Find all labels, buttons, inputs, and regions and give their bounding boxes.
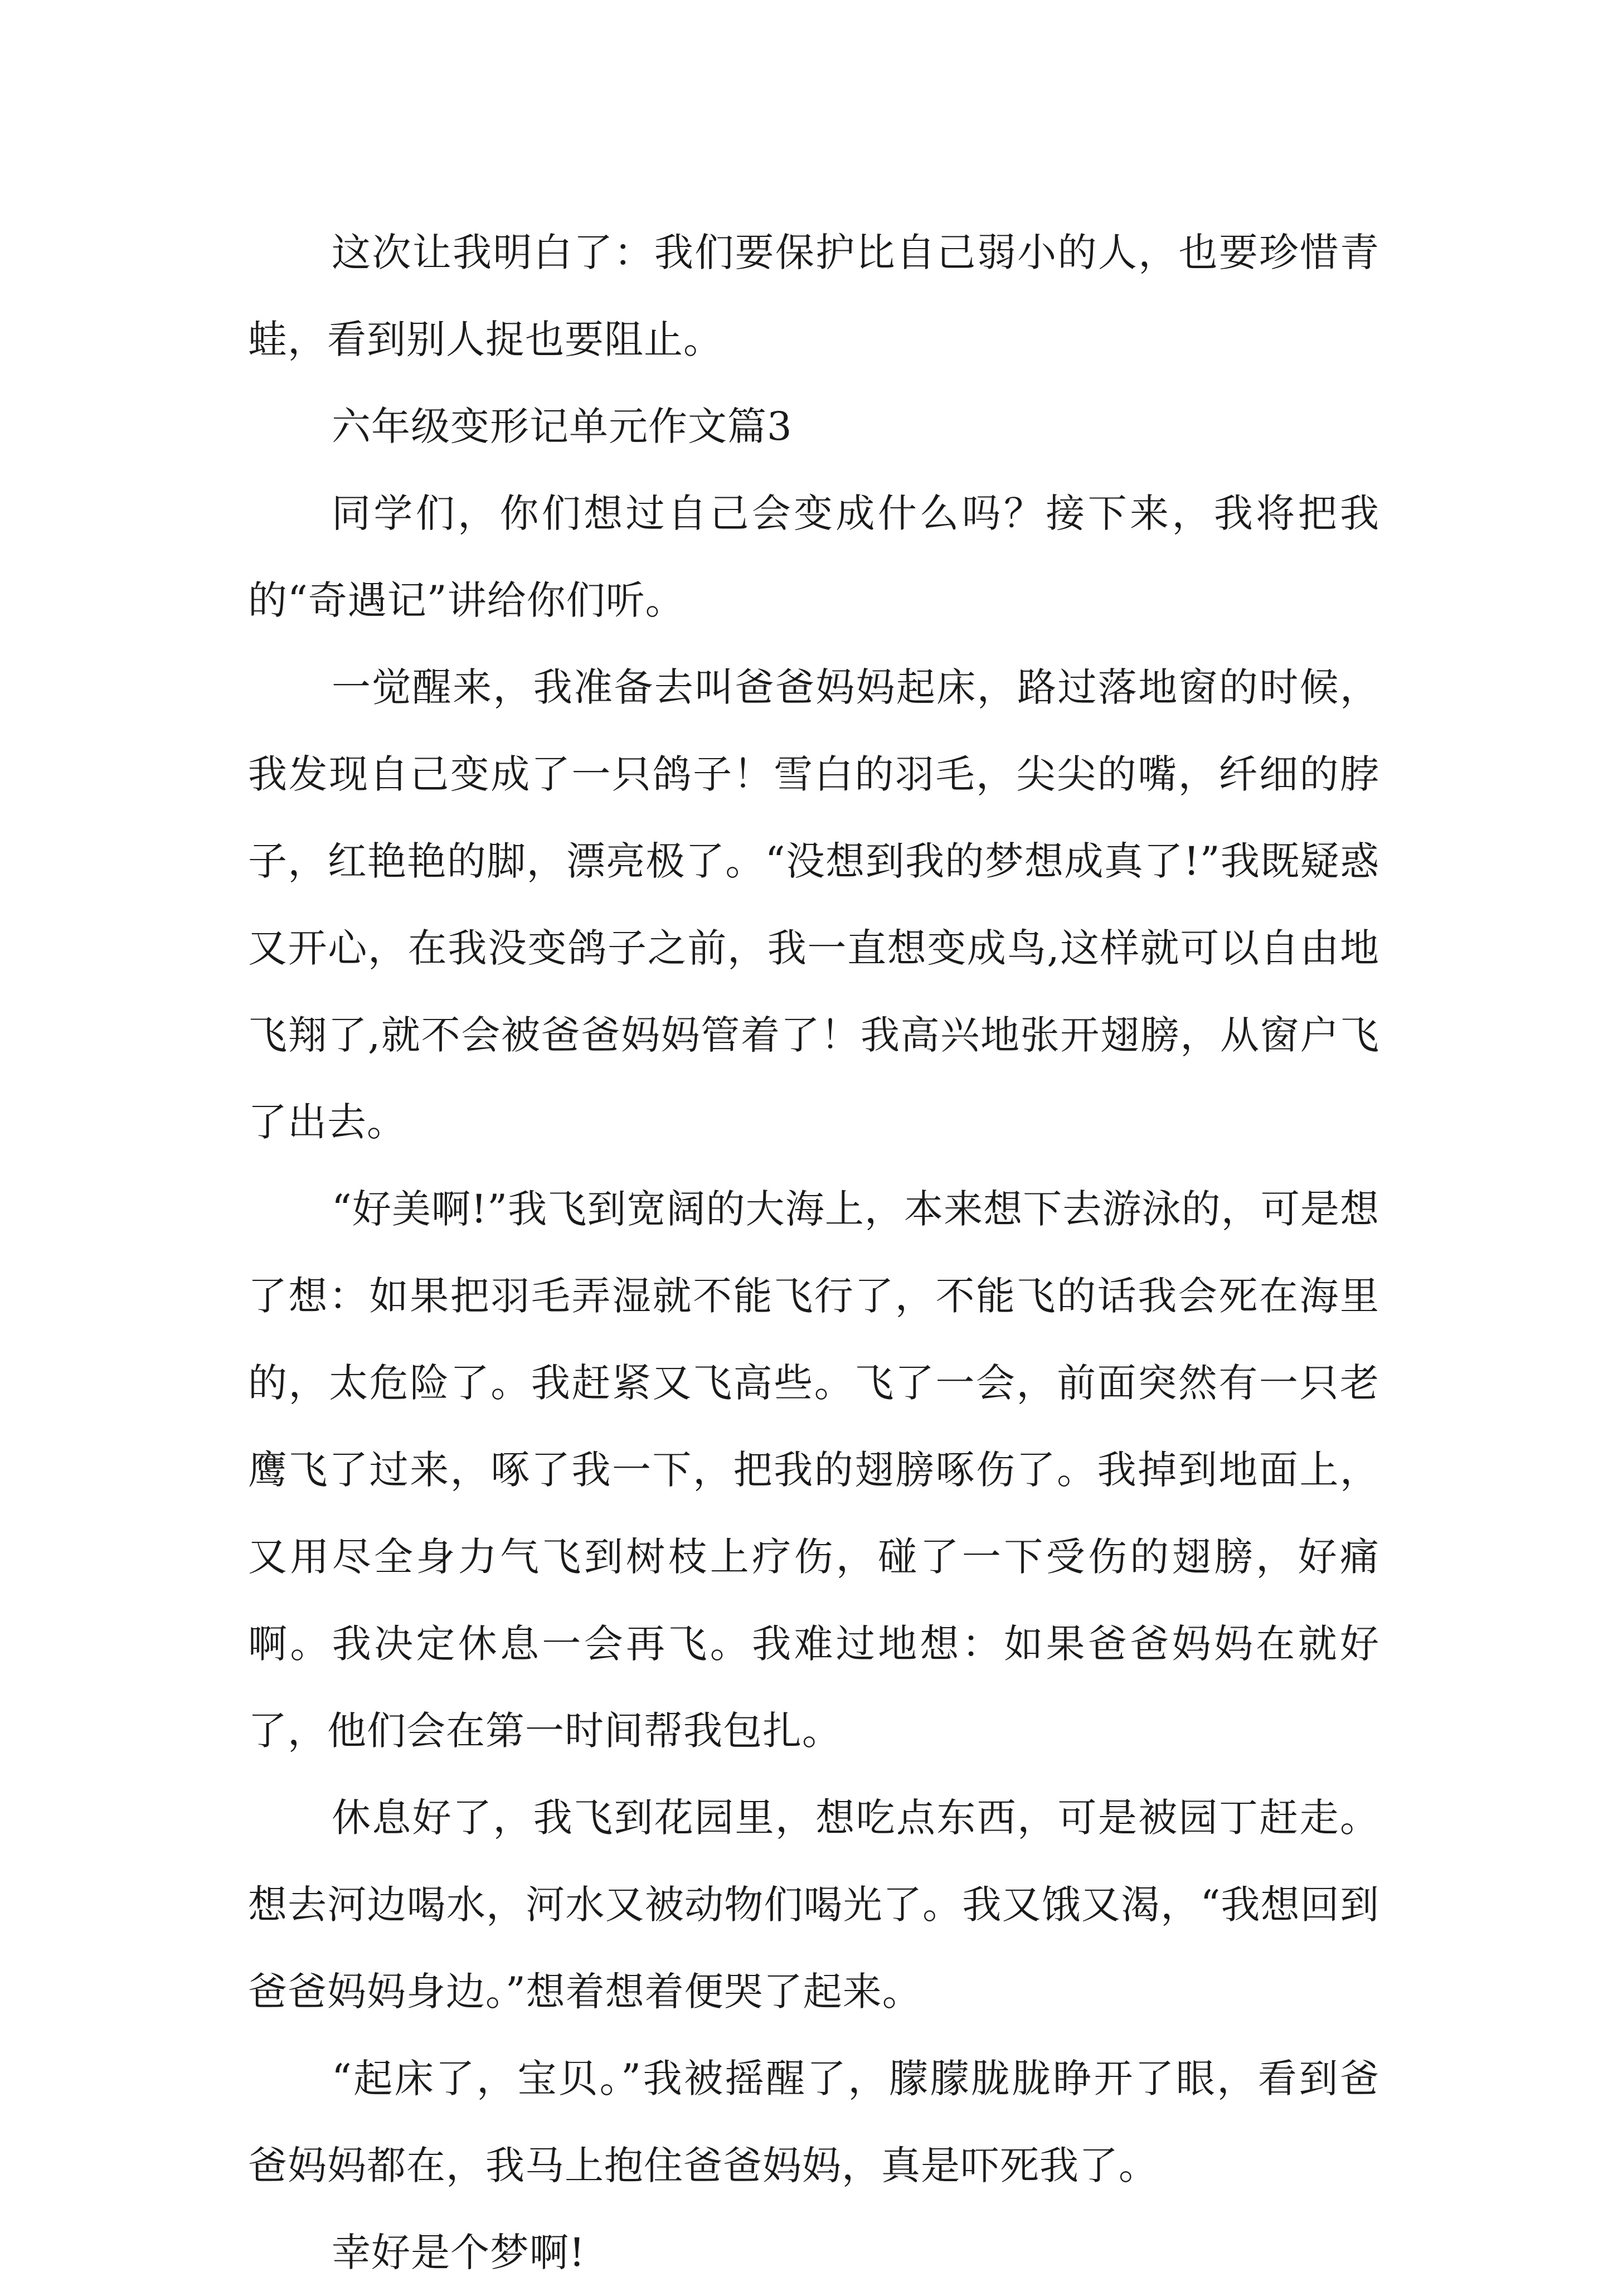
paragraph-transformation: 一觉醒来，我准备去叫爸爸妈妈起床，路过落地窗的时候，我发现自己变成了一只鸽子！雪白的羽毛，尖尖的嘴，纤细的脖子，红艳艳的脚，漂亮极了。“没想到我的梦想成真了!”我既疑惑又开心，在我没变鸽子之前，我一直想变成鸟,这样就可以自由地飞翔了,就不会被爸爸妈妈管着了！我高兴地张开翅膀，从窗户飞了出去。 (248, 664, 1379, 1145)
paragraph-ending: 幸好是个梦啊! (332, 2230, 586, 2275)
paragraph-wake-up: “起床了，宝贝。”我被摇醒了，朦朦胧胧睁开了眼，看到爸爸妈妈都在，我马上抱住爸爸妈妈，真是吓死我了。 (248, 2056, 1379, 2188)
paragraph-garden: 休息好了，我飞到花园里，想吃点东西，可是被园丁赶走。想去河边喝水，河水又被动物们喝光了。我又饿又渴，“我想回到爸爸妈妈身边。”想着想着便哭了起来。 (248, 1795, 1379, 2015)
document-body (248, 209, 1379, 2296)
section-title: 六年级变形记单元作文篇3 (332, 404, 793, 449)
paragraph-intro: 同学们，你们想过自己会变成什么吗？接下来，我将把我的“奇遇记”讲给你们听。 (248, 491, 1379, 623)
paragraph-sea-flight: “好美啊!”我飞到宽阔的大海上，本来想下去游泳的，可是想了想：如果把羽毛弄湿就不能飞行了，不能飞的话我会死在海里的，太危险了。我赶紧又飞高些。飞了一会，前面突然有一只老鹰飞了过来，啄了我一下，把我的翅膀啄伤了。我掉到地面上，又用尽全身力气飞到树枝上疗伤，碰了一下受伤的翅膀，好痛啊。我决定休息一会再飞。我难过地想：如果爸爸妈妈在就好了，他们会在第一时间帮我包扎。 (248, 1186, 1379, 1754)
paragraph-lesson: 这次让我明白了：我们要保护比自己弱小的人，也要珍惜青蛙，看到别人捉也要阻止。 (248, 230, 1379, 362)
